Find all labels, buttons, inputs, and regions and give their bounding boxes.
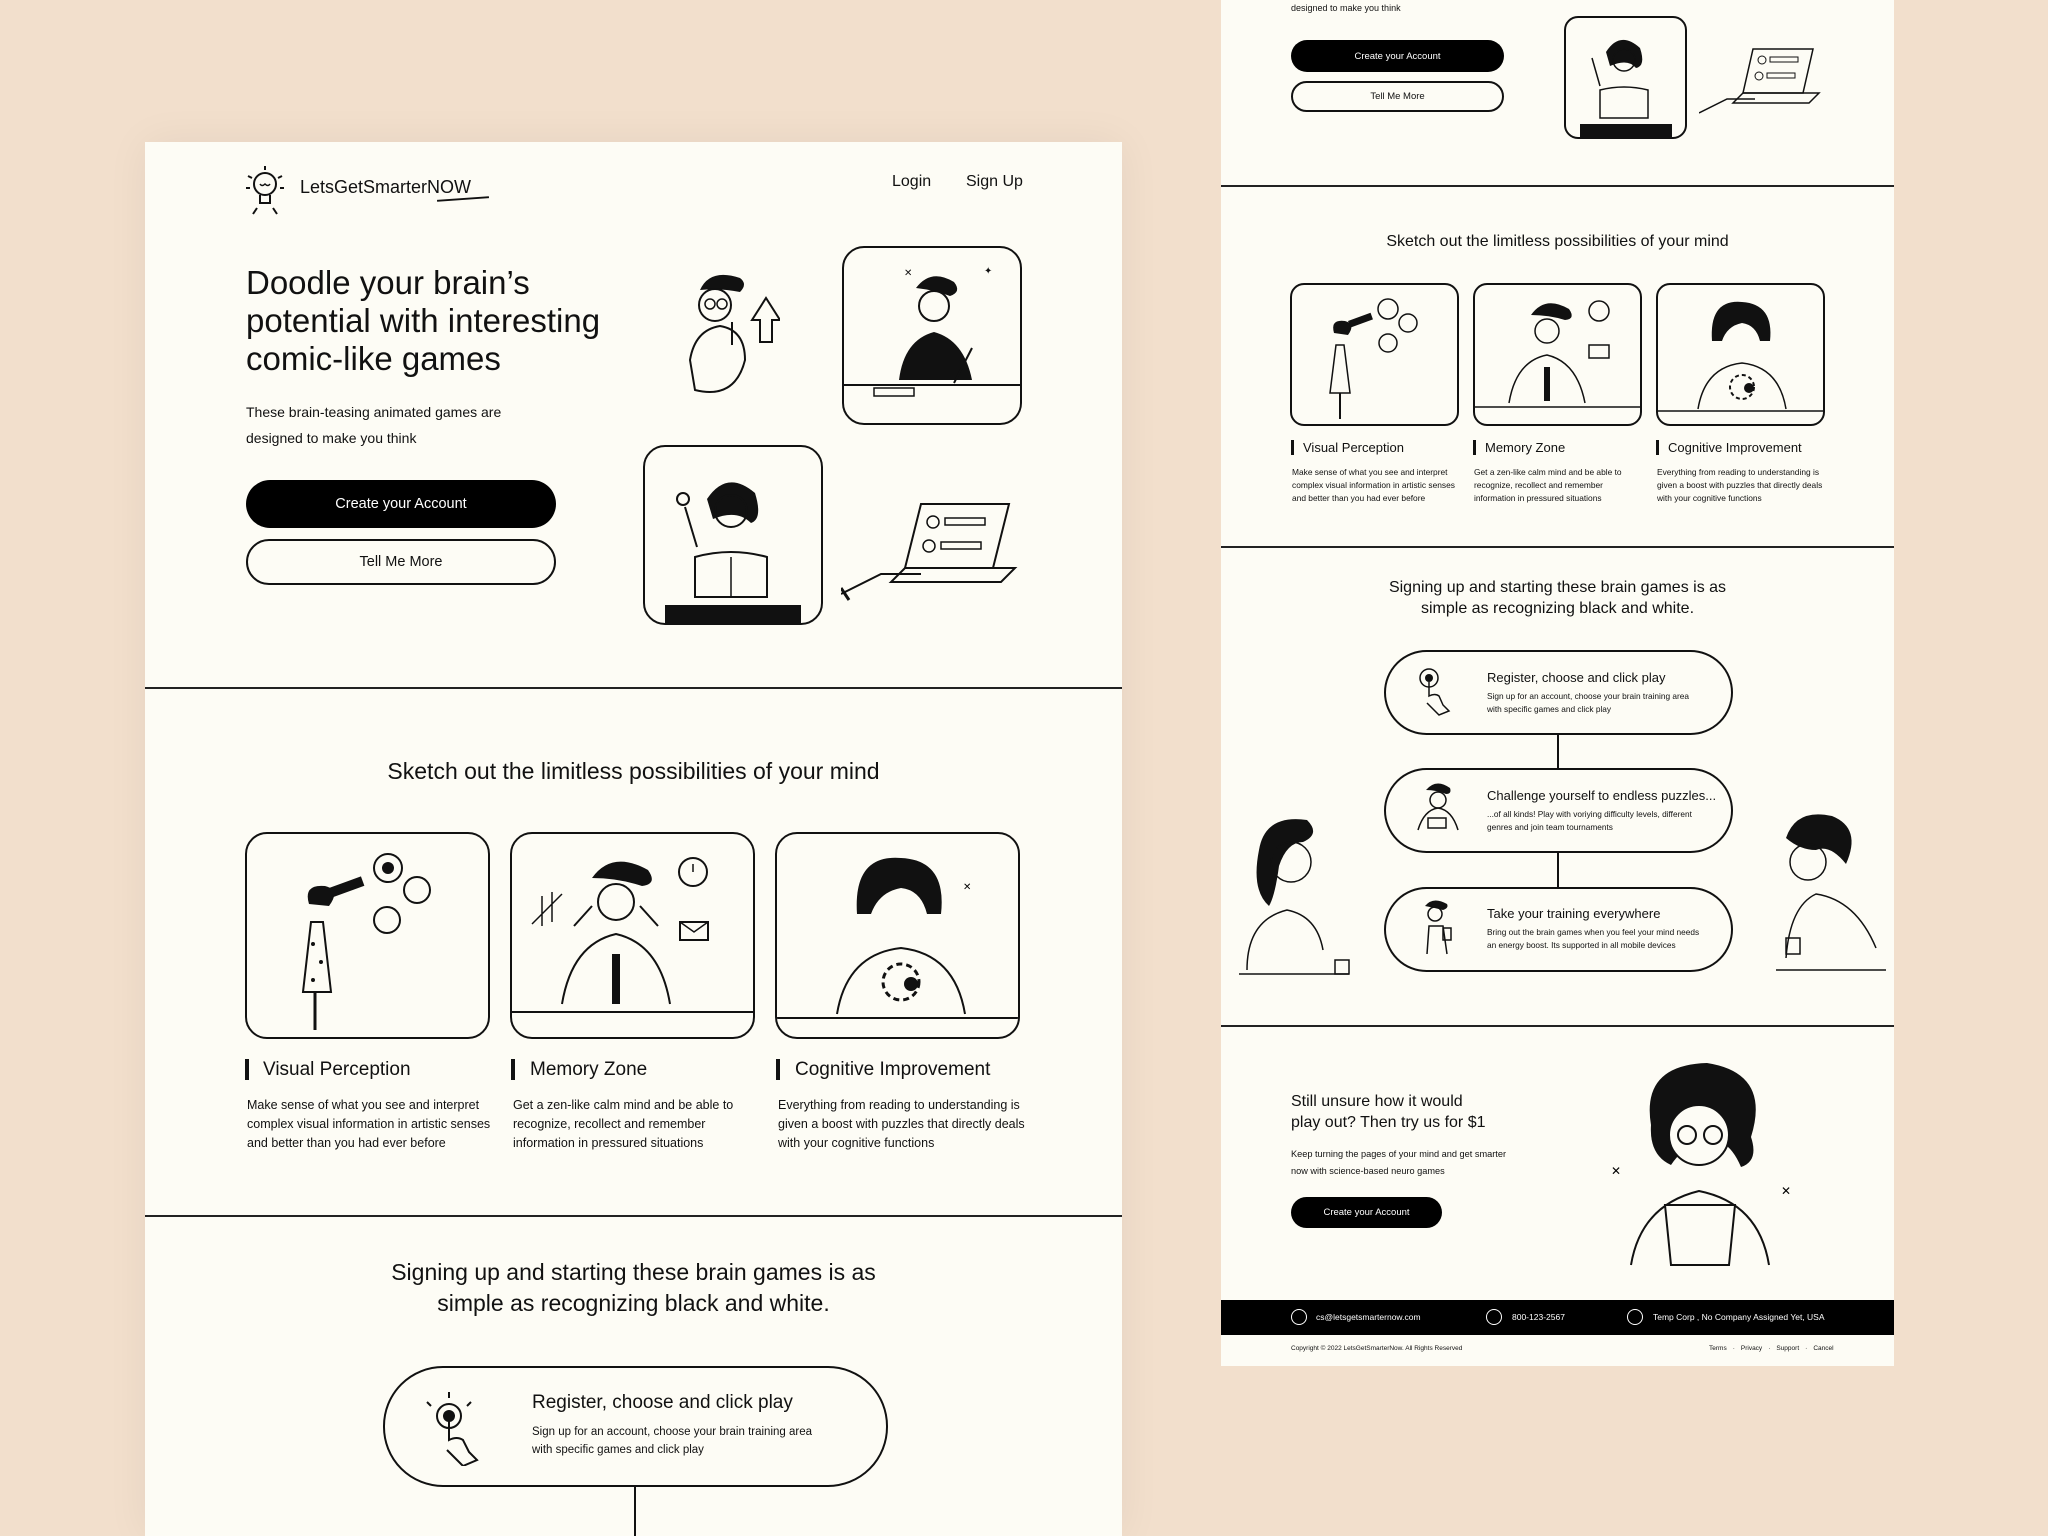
reading-woman-card (1564, 16, 1687, 139)
svg-text:✕: ✕ (1781, 1184, 1792, 1198)
footer-address: Temp Corp , No Company Assigned Yet, USA (1653, 1312, 1825, 1322)
laptop-hand-illustration (841, 484, 1031, 614)
hero-subtitle-fragment: designed to make you think (1291, 3, 1401, 13)
email-icon (1291, 1309, 1307, 1325)
steps-heading: Signing up and starting these brain games is as simple as recognizing black and white. (1388, 579, 1727, 617)
svg-text:✕: ✕ (904, 268, 913, 279)
full-page-preview (1221, 0, 1894, 1366)
girl-laptop-illustration (1591, 1055, 1811, 1275)
feature-title-visual-perception: Visual Perception (263, 1059, 411, 1080)
step-connector (634, 1487, 636, 1536)
feature-title-bar (776, 1059, 780, 1080)
laptop-hand-illustration (1699, 43, 1829, 123)
location-pin-icon (1627, 1309, 1643, 1325)
feature-desc-cognitive-improvement: Everything from reading to understanding is given a boost with puzzles that directly deals with your cognitive functions (778, 1098, 1025, 1150)
footer-link-separator: · (1732, 1345, 1735, 1352)
tell-me-more-button[interactable]: Tell Me More (246, 539, 556, 585)
footer-link-privacy[interactable]: Privacy (1740, 1345, 1763, 1352)
feature-desc-memory-zone: Get a zen-like calm mind and be able to recognize, recollect and remember information in pressured situations (513, 1098, 734, 1150)
create-account-button[interactable]: Create your Account (1291, 40, 1504, 72)
feature-title-memory-zone: Memory Zone (530, 1059, 648, 1080)
feature-title-memory-zone: Memory Zone (1485, 440, 1566, 455)
footer-link-separator: · (1805, 1345, 1808, 1352)
hero-subtitle: These brain-teasing animated games are designed to make you think (246, 404, 502, 446)
main-page-preview (145, 142, 1122, 1536)
create-account-button[interactable]: Create your Account (246, 480, 556, 528)
section-divider (1221, 546, 1894, 548)
visual-perception-card[interactable] (1290, 283, 1459, 426)
footer-email[interactable]: cs@letsgetsmarternow.com (1316, 1312, 1421, 1322)
footer-link-support[interactable]: Support (1776, 1345, 1800, 1352)
woman-coffee-illustration (1239, 810, 1359, 980)
section-divider (1221, 1025, 1894, 1027)
step-desc-register: Sign up for an account, choose your brain training area with specific games and click play (532, 1426, 813, 1456)
steps-heading: Signing up and starting these brain games is as simple as recognizing black and white. (391, 1259, 876, 1316)
footer-phone[interactable]: 800-123-2567 (1512, 1312, 1565, 1322)
brand-name[interactable]: LetsGetSmarterNOW (300, 177, 472, 197)
lightbulb-logo-icon[interactable] (242, 164, 288, 216)
footer-link-cancel[interactable]: Cancel (1813, 1345, 1834, 1352)
feature-title-bar (245, 1059, 249, 1080)
feature-desc-visual-perception: Make sense of what you see and interpret complex visual information in artistic senses and better than you had ever before (247, 1098, 491, 1150)
features-heading: Sketch out the limitless possibilities of your mind (1386, 233, 1729, 250)
step-title-challenge: Challenge yourself to endless puzzles... (1487, 788, 1717, 803)
step-title-training: Take your training everywhere (1487, 906, 1661, 921)
section-divider (145, 687, 1122, 689)
cognitive-improvement-card[interactable] (1656, 283, 1825, 426)
feature-desc-cognitive-improvement: Everything from reading to understanding is given a boost with puzzles that directly deals with your cognitive functions (1657, 467, 1823, 503)
svg-text:✕: ✕ (963, 882, 972, 893)
cta-create-account-button[interactable]: Create your Account (1291, 1197, 1442, 1228)
login-link[interactable]: Login (892, 173, 932, 190)
laptop-man-card (842, 246, 1022, 425)
cta-description: Keep turning the pages of your mind and get smarter now with science-based neuro games (1291, 1149, 1507, 1176)
click-hand-icon (413, 1386, 493, 1466)
phone-icon (1486, 1309, 1502, 1325)
signup-link[interactable]: Sign Up (966, 173, 1023, 190)
step-title-register: Register, choose and click play (532, 1392, 793, 1413)
phone-man-icon (1413, 896, 1463, 960)
cta-title: Still unsure how it would play out? Then try us for $1 (1291, 1093, 1486, 1131)
step-desc-challenge: ...of all kinds! Play with voriying difficulty levels, different genres and join team tournaments (1487, 809, 1692, 832)
tell-me-more-button[interactable]: Tell Me More (1291, 81, 1504, 112)
footer-copyright: Copyright © 2022 LetsGetSmarterNow. All Rights Reserved (1291, 1345, 1463, 1352)
svg-text:✦: ✦ (984, 266, 993, 277)
feature-title-cognitive-improvement: Cognitive Improvement (1668, 440, 1802, 455)
feature-title-visual-perception: Visual Perception (1303, 440, 1404, 455)
feature-title-bar (1656, 440, 1659, 455)
section-divider (1221, 185, 1894, 187)
footer-links (1709, 1345, 1834, 1352)
hero-title: Doodle your brain’s potential with interesting comic-like games (246, 264, 601, 377)
feature-desc-memory-zone: Get a zen-like calm mind and be able to recognize, recollect and remember information in pressured situations (1474, 467, 1622, 503)
feature-title-bar (1473, 440, 1476, 455)
memory-zone-card[interactable] (510, 832, 755, 1039)
feature-title-bar (511, 1059, 515, 1080)
features-heading: Sketch out the limitless possibilities of your mind (387, 758, 880, 784)
footer-link-terms[interactable]: Terms (1709, 1345, 1727, 1352)
click-hand-icon (1403, 656, 1463, 716)
footer-link-separator: · (1768, 1345, 1771, 1352)
feature-title-cognitive-improvement: Cognitive Improvement (795, 1059, 991, 1080)
step-title-register: Register, choose and click play (1487, 670, 1666, 685)
memory-zone-card[interactable] (1473, 283, 1642, 426)
puzzle-man-icon (1408, 778, 1468, 842)
svg-text:✕: ✕ (1611, 1164, 1622, 1178)
feature-title-bar (1291, 440, 1294, 455)
feature-desc-visual-perception: Make sense of what you see and interpret complex visual information in artistic senses and better than you had ever before (1292, 467, 1455, 503)
step-desc-training: Bring out the brain games when you feel your mind needs an energy boost. Its supported in all mobile devices (1487, 927, 1700, 950)
step-desc-register: Sign up for an account, choose your brain training area with specific games and click play (1487, 691, 1690, 714)
thinking-man-illustration (670, 260, 780, 410)
section-divider (145, 1215, 1122, 1217)
man-drink-illustration (1756, 808, 1886, 978)
cognitive-improvement-card[interactable] (775, 832, 1020, 1039)
reading-woman-card (643, 445, 823, 625)
visual-perception-card[interactable] (245, 832, 490, 1039)
